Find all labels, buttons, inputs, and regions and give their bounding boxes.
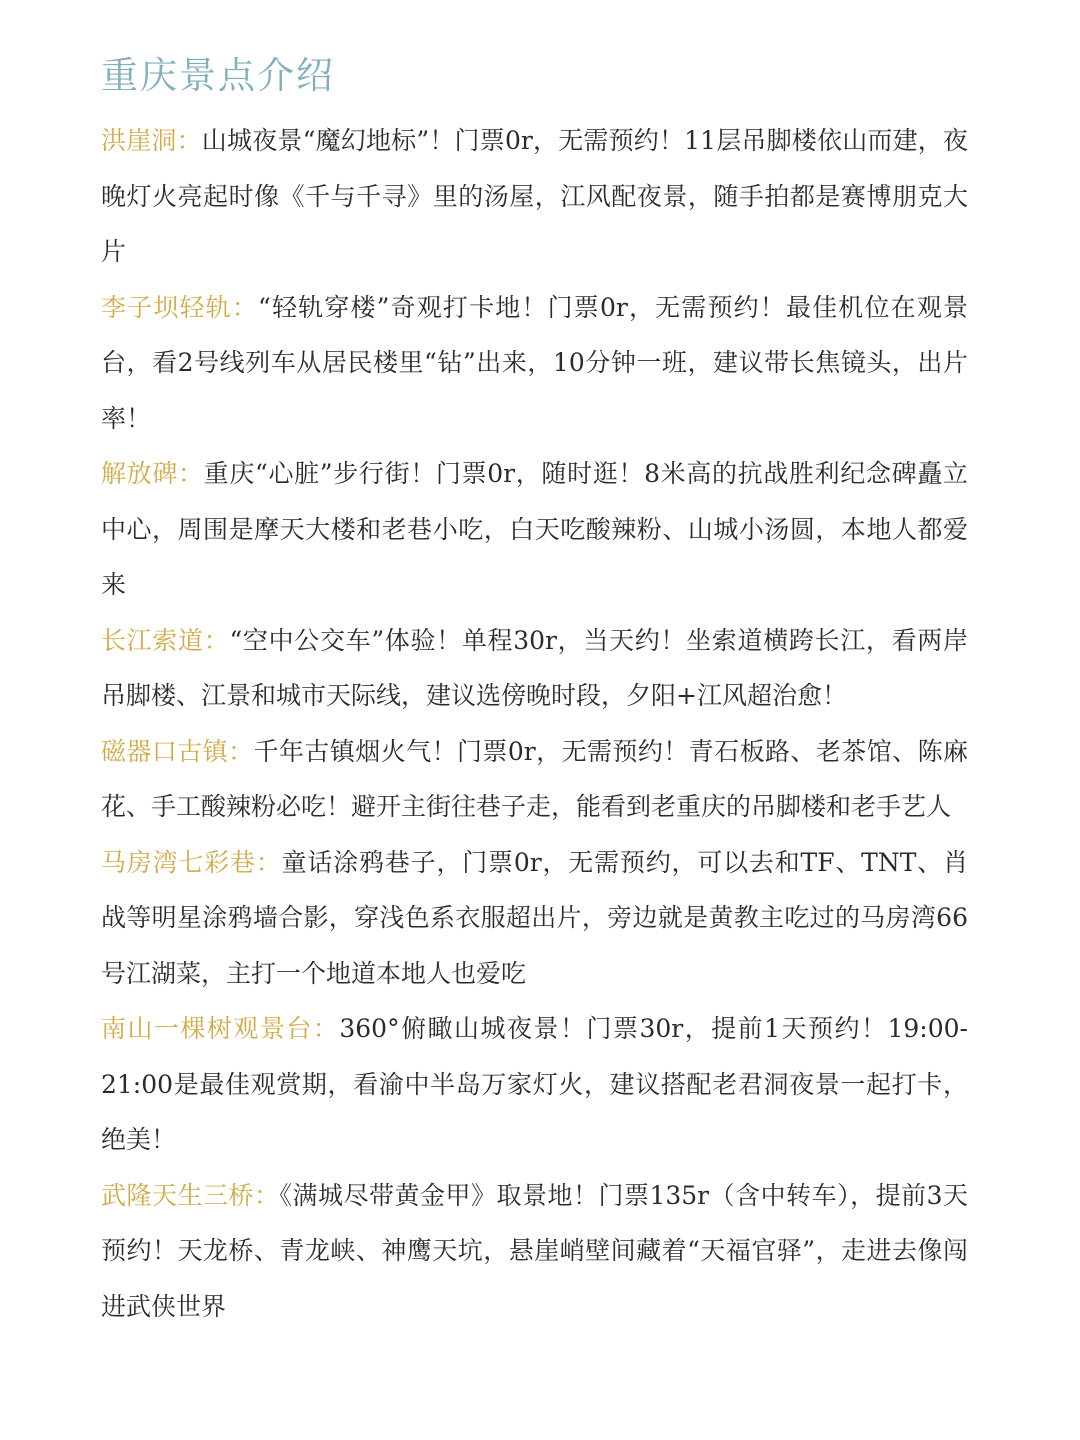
entry-name: 解放碑： <box>101 459 204 488</box>
entry-jiefangbei <box>101 446 968 613</box>
entry-name: 洪崖洞： <box>101 126 202 155</box>
entry-text: 千年古镇烟火气！门票0r，无需预约！青石板路、老茶馆、陈麻花、手工酸辣粉必吃！避开主街往巷子走，能看到老重庆的吊脚楼和老手艺人 <box>101 736 968 821</box>
entry-text: 重庆“心脏”步行街！门票0r，随时逛！8米高的抗战胜利纪念碑矗立中心，周围是摩天大楼和老巷小吃，白天吃酸辣粉、山城小汤圆，本地人都爱来 <box>101 459 968 599</box>
entry-text: 童话涂鸦巷子，门票0r，无需预约，可以去和TF、TNT、肖战等明星涂鸦墙合影，穿浅色系衣服超出片，旁边就是黄教主吃过的马房湾66号江湖菜，主打一个地道本地人也爱吃 <box>101 847 968 988</box>
entry-name: 马房湾七彩巷： <box>101 847 282 877</box>
entry-name: 武隆天生三桥： <box>101 1180 280 1210</box>
entry-name: 南山一棵树观景台： <box>101 1014 340 1043</box>
entry-text: 山城夜景“魔幻地标”！门票0r，无需预约！11层吊脚楼依山而建，夜晚灯火亮起时像《千与千寻》里的汤屋，江风配夜景，随手拍都是赛博朋克大片 <box>101 126 968 266</box>
entry-mafangwan <box>101 835 968 1002</box>
entry-hongyadong <box>101 113 968 280</box>
entry-text: “轻轨穿楼”奇观打卡地！门票0r，无需预约！最佳机位在观景台，看2号线列车从居民楼里“钻”出来，10分钟一班，建议带长焦镜头，出片率！ <box>101 292 968 433</box>
entry-name: 长江索道： <box>101 625 230 655</box>
entry-name: 磁器口古镇： <box>101 736 254 766</box>
entry-ciqikou <box>101 724 968 835</box>
entry-text: “空中公交车”体验！单程30r，当天约！坐索道横跨长江，看两岸吊脚楼、江景和城市天际线，建议选傍晚时段，夕阳+江风超治愈！ <box>101 625 968 710</box>
entry-liziba <box>101 280 968 447</box>
page-title: 重庆景点介绍 <box>101 54 335 97</box>
entry-text: 360°俯瞰山城夜景！门票30r，提前1天预约！19:00-21:00是最佳观赏期，看渝中半岛万家灯火，建议搭配老君洞夜景一起打卡，绝美！ <box>101 1014 968 1154</box>
entry-nanshan <box>101 1001 968 1168</box>
entry-wulong <box>101 1168 968 1335</box>
entry-text: 《满城尽带黄金甲》取景地！门票135r（含中转车），提前3天预约！天龙桥、青龙峡、神鹰天坑，悬崖峭壁间藏着“天福官驿”，走进去像闯进武侠世界 <box>101 1180 968 1321</box>
entry-name: 李子坝轻轨： <box>101 292 259 322</box>
entry-changjiang-cableway <box>101 613 968 724</box>
